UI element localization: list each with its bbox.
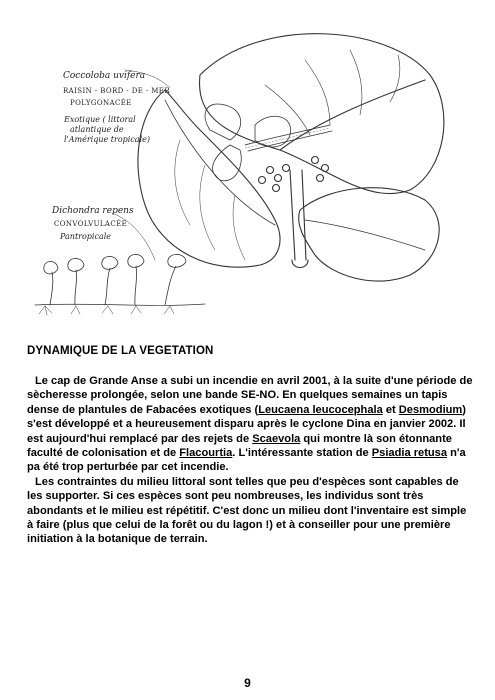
species-psiadia: Psiadia retusa — [371, 447, 448, 460]
species-2-name: Dichondra repens — [52, 206, 134, 216]
paragraph-1-text: n'a pa été trop perturbée par cet incendie. — [27, 447, 466, 474]
paragraph-2: Les contraintes du milieu littoral sont telles que peu d'espèces sont capables de les supporter. Si ces espèces sont peu nombreuses, les individus sont très abondants et le milieu est répétitif. C'est donc un milieu dont l'inventaire est simple à faire (plus que celui de la forêt ou du lagon !) et à conseiller pour une première initiation à la botanique de terrain. — [27, 475, 467, 546]
species-1-origin-line2: atlantique de — [70, 125, 124, 134]
stem — [290, 170, 306, 260]
species-2-family: CONVOLVULACÉE — [54, 220, 128, 228]
species-leucaena: Leucaena leucocephala — [258, 403, 383, 416]
paragraph-1-text: qui montre là son étonnante faculté de colonisation et de — [27, 432, 452, 460]
species-1-common-name: RAISIN - BORD - DE - MER — [63, 87, 170, 95]
paragraph-1-text: ) s'est développé et a heureusement disparu après le cyclone Dina en janvier 2002. Il est aujourd'hui remplacé par des rejets de — [27, 403, 466, 445]
paragraph-1-text: Le cap de Grande Anse a subi un incendie en avril 2001, à la suite d'une période de sècheresse prolongée, selon une bande SE-NO. En quelques semaines un tapis dense de plantules de Fabacées exotiques ( — [27, 375, 473, 416]
botanical-illustration — [30, 20, 460, 320]
plant-drawing — [30, 20, 460, 320]
leaf-right-lower — [299, 188, 439, 281]
section-heading: DYNAMIQUE DE LA VEGETATION — [27, 345, 214, 357]
paragraph-1-text: et — [382, 403, 399, 416]
species-1-family: POLYGONACÉE — [70, 99, 132, 107]
species-scaevola: Scaevola — [252, 432, 301, 445]
paragraph-1 — [27, 374, 473, 475]
paragraph-1-text: . L'intéressante station de — [232, 447, 372, 460]
page-number: 9 — [244, 676, 251, 690]
species-2-distribution: Pantropicale — [60, 232, 112, 241]
body-text — [27, 374, 473, 547]
species-desmodium: Desmodium — [398, 403, 463, 416]
species-flacourtia: Flacourtia — [179, 447, 233, 460]
species-1-name: Coccoloba uvifera — [63, 71, 146, 81]
species-1-origin-line1: Exotique ( littoral — [64, 115, 136, 124]
species-1-origin-line3: l'Amérique tropicale) — [64, 135, 150, 144]
